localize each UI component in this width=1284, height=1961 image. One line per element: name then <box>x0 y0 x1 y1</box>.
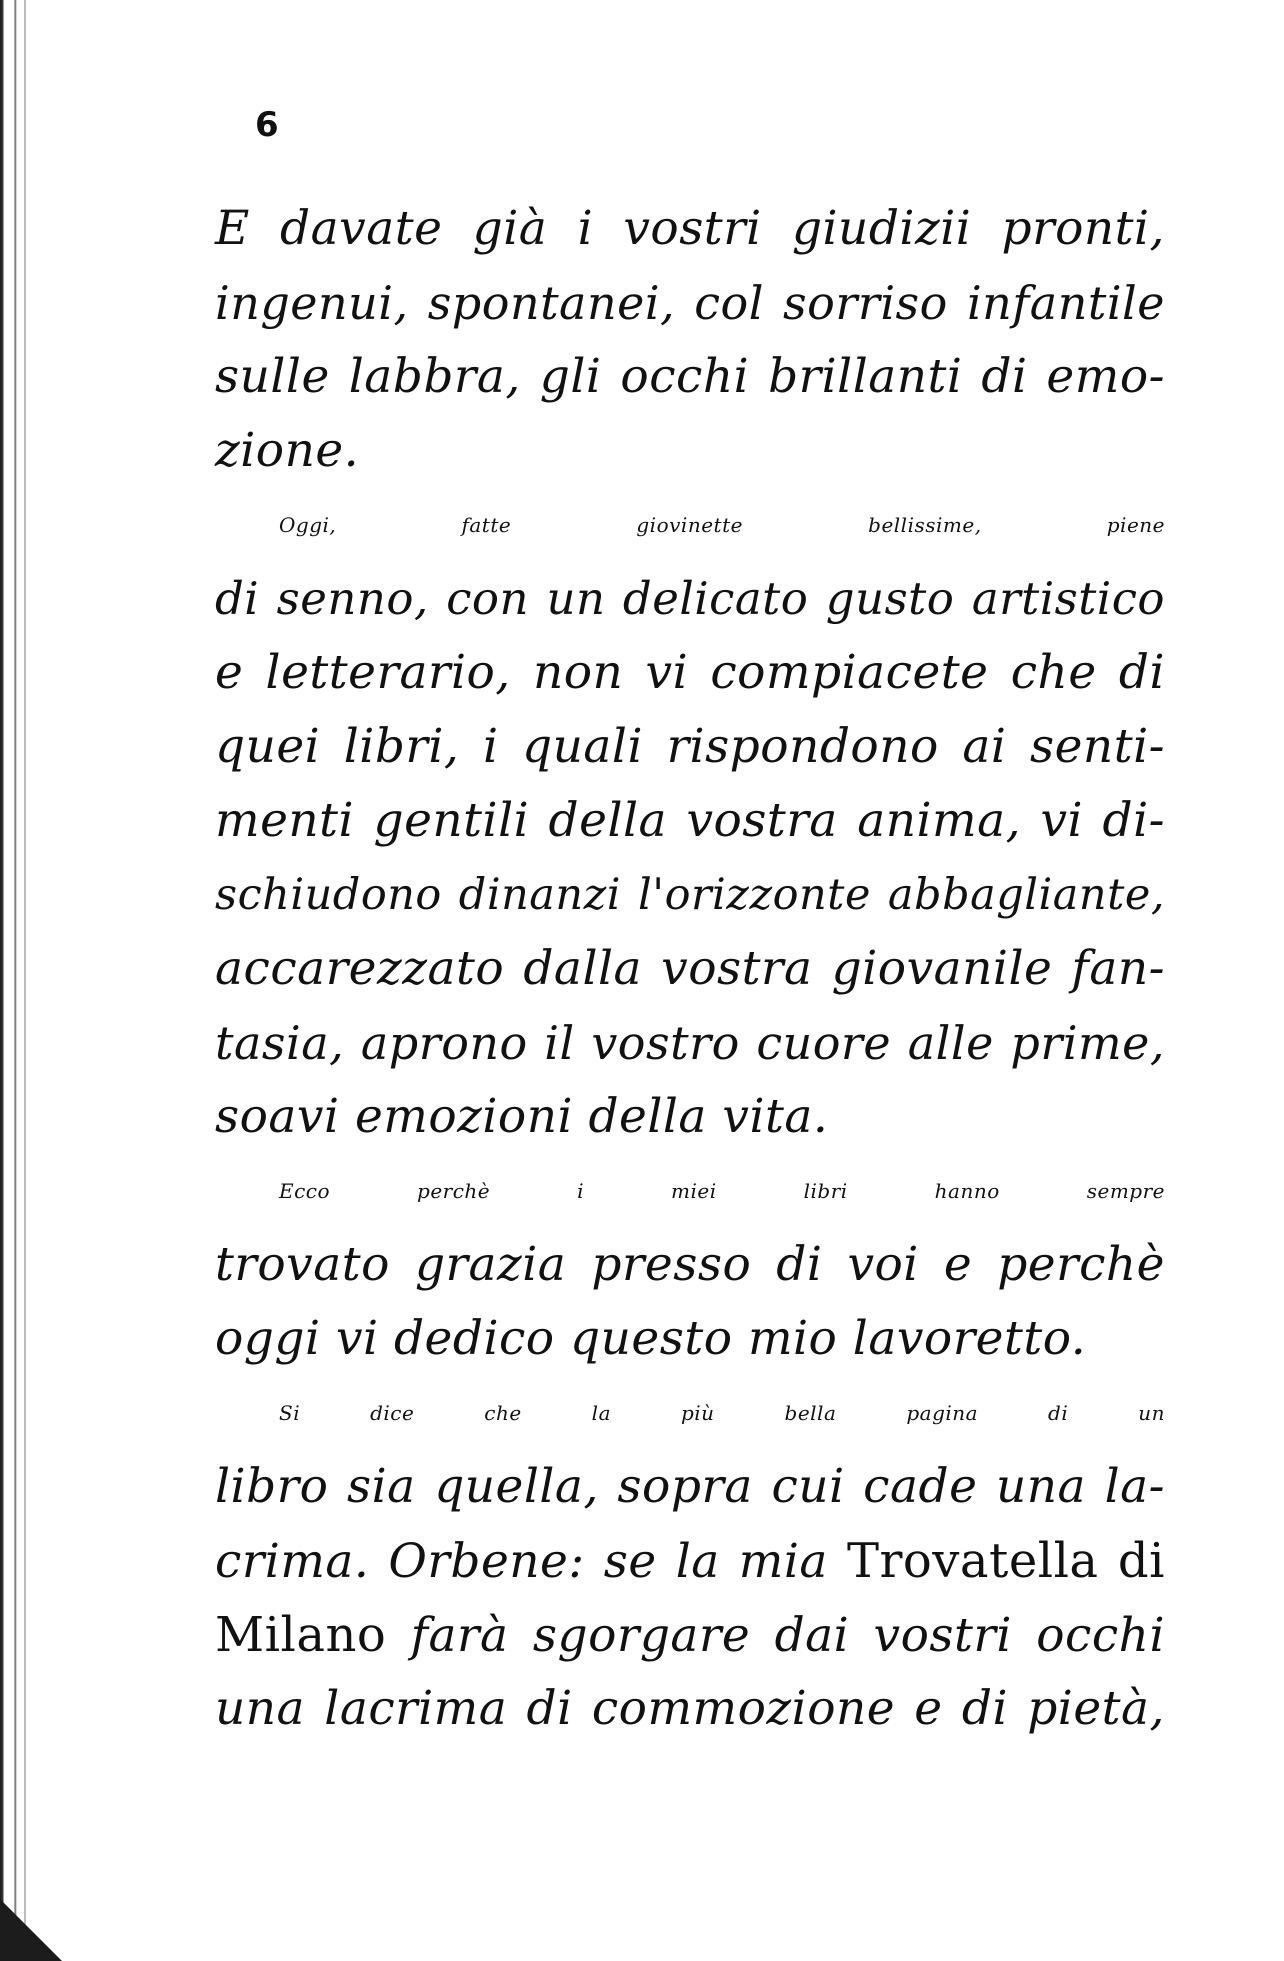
paragraph-start-line: Ecco perchè i miei libri hanno sempre <box>279 1179 1165 1203</box>
paragraph-start-line: Si dice che la più bella pagina di un <box>279 1401 1165 1425</box>
text-line: zione. <box>215 423 360 478</box>
paragraph-start-line: Oggi, fatte giovinette bellissime, piene <box>279 513 1165 537</box>
body-text <box>215 192 1165 1746</box>
text-line: di senno, con un delicato gusto artistico <box>215 572 1165 625</box>
binding-edge <box>0 0 34 1961</box>
page-number: 6 <box>255 105 279 145</box>
book-title-part: Milano <box>215 1607 387 1663</box>
book-title-part: Trovatella di <box>846 1533 1165 1589</box>
text-fragment: crima. Orbene: se la mia <box>215 1534 828 1589</box>
text-line: oggi vi dedico questo mio lavoretto. <box>215 1311 1087 1366</box>
text-line: soavi emozioni della vita. <box>215 1089 829 1144</box>
text-line: sulle labbra, gli occhi brillanti di emo- <box>215 349 1165 404</box>
text-line-with-title <box>215 1598 1165 1672</box>
corner-shadow <box>0 1899 62 1961</box>
text-fragment: farà sgorgare dai vostri occhi <box>410 1608 1165 1663</box>
text-line: trovato grazia presso di voi e perchè <box>215 1237 1165 1292</box>
text-line: E davate già i vostri giudizii pronti, <box>215 201 1165 256</box>
text-line: tasia, aprono il vostro cuore alle prime, <box>215 1016 1165 1070</box>
text-line: quei libri, i quali rispondono ai senti- <box>215 719 1165 774</box>
text-line: menti gentili della vostra anima, vi di- <box>215 793 1165 848</box>
text-line: e letterario, non vi compiacete che di <box>215 645 1165 700</box>
text-line: schiudono dinanzi l'orizzonte abbagliante, <box>215 870 1165 920</box>
text-line: una lacrima di commozione e di pietà, <box>215 1681 1165 1736</box>
text-line: accarezzato dalla vostra giovanile fan- <box>215 941 1165 996</box>
text-line-with-title <box>215 1524 1165 1598</box>
text-line: libro sia quella, sopra cui cade una la- <box>215 1459 1165 1514</box>
text-line: ingenui, spontanei, col sorriso infantile <box>215 276 1165 330</box>
